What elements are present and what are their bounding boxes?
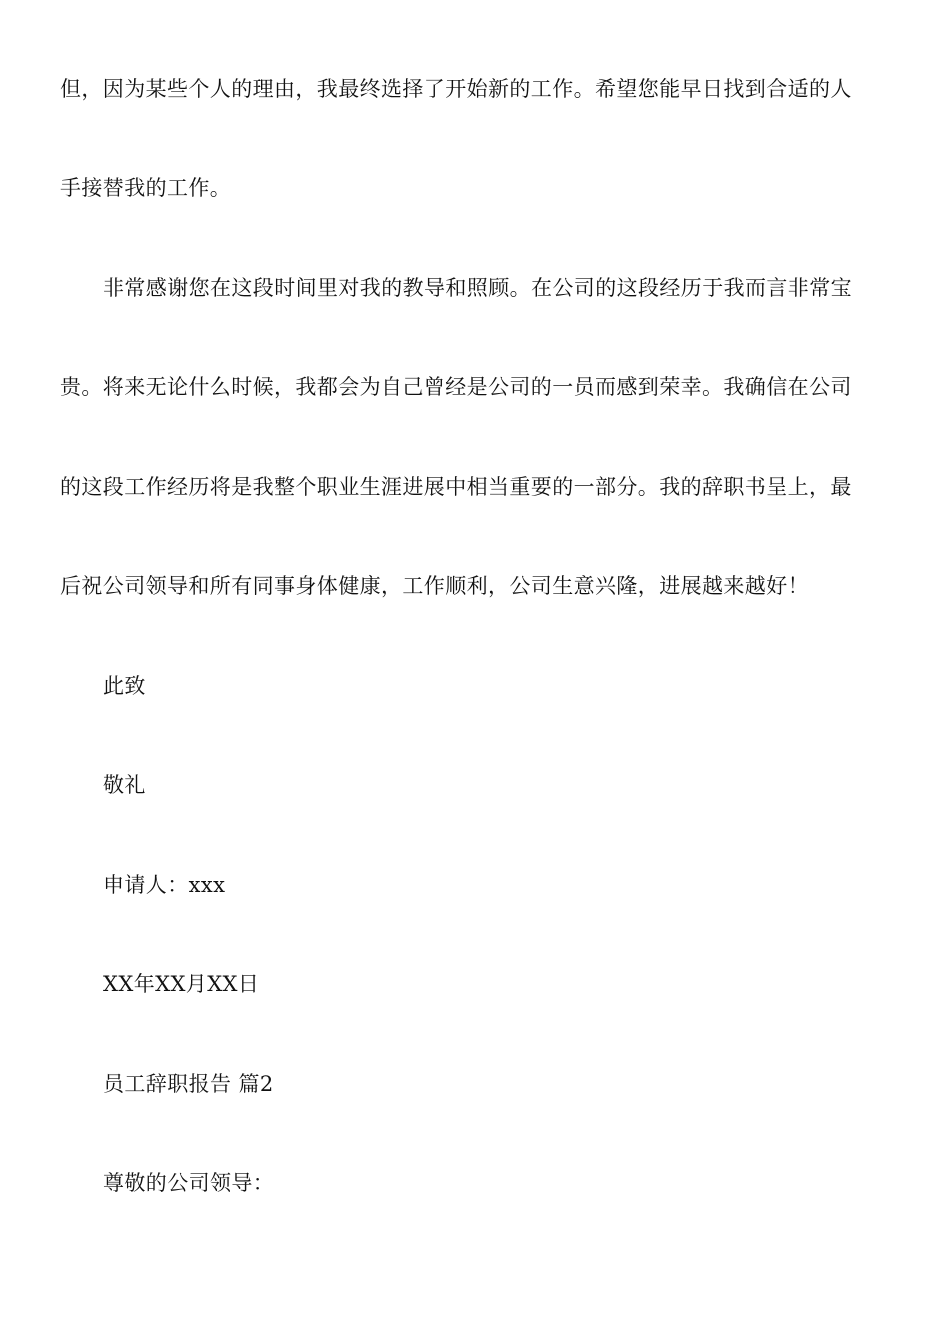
applicant-signature: 申请人：xxx <box>103 873 226 897</box>
body-text-line: 的这段工作经历将是我整个职业生涯进展中相当重要的一部分。我的辞职书呈上，最 <box>60 475 852 499</box>
body-text-line: 非常感谢您在这段时间里对我的教导和照顾。在公司的这段经历于我而言非常宝 <box>103 276 852 300</box>
body-text-line: 但，因为某些个人的理由，我最终选择了开始新的工作。希望您能早日找到合适的人 <box>60 77 852 101</box>
section-heading: 员工辞职报告 篇2 <box>103 1072 274 1096</box>
body-text-line: 手接替我的工作。 <box>60 176 232 200</box>
letter-date: XX年XX月XX日 <box>103 972 260 996</box>
letter-greeting: 尊敬的公司领导： <box>103 1171 275 1195</box>
closing-salutation: 此致 <box>103 674 146 698</box>
body-text-line: 贵。将来无论什么时候，我都会为自己曾经是公司的一员而感到荣幸。我确信在公司 <box>60 375 852 399</box>
closing-regards: 敬礼 <box>103 773 146 797</box>
body-text-line: 后祝公司领导和所有同事身体健康，工作顺利，公司生意兴隆，进展越来越好！ <box>60 574 809 598</box>
